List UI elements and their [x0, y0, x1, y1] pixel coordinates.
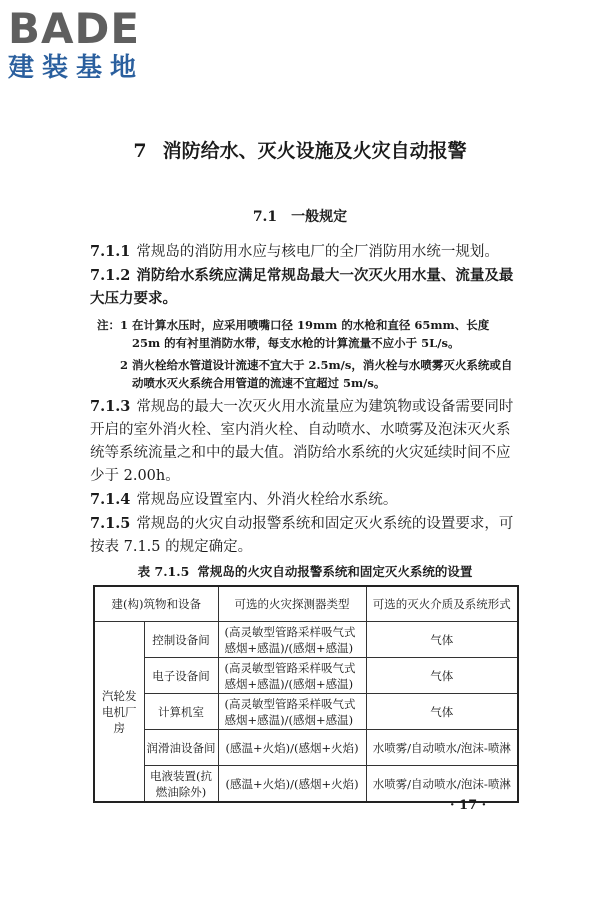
header-cell: 可选的火灾探测器类型	[218, 586, 366, 622]
logo-subtitle: 建装基地	[8, 53, 145, 83]
header-cell: 建(构)筑物和设备	[94, 586, 218, 622]
table-row	[94, 730, 518, 766]
clause-text: 常规岛应设置室内、外消火栓给水系统。	[136, 492, 398, 508]
medium-cell: 气体	[366, 694, 518, 730]
clause-number: 7.1.4	[90, 491, 131, 508]
note-label: 2	[119, 358, 128, 372]
clause-7-1-1	[90, 240, 520, 264]
chapter-title	[0, 136, 600, 163]
detector-cell: (感温+火焰)/(感烟+火焰)	[218, 730, 366, 766]
table-row	[94, 694, 518, 730]
table-row	[94, 658, 518, 694]
table-row	[94, 766, 518, 803]
equipment-cell: 电液装置(抗燃油除外)	[144, 766, 218, 803]
medium-cell: 水喷雾/自动喷水/泡沫-喷淋	[366, 730, 518, 766]
clause-7-1-3	[90, 395, 520, 488]
note-label: 注：1	[96, 318, 128, 332]
medium-cell: 水喷雾/自动喷水/泡沫-喷淋	[366, 766, 518, 803]
chapter-title-text: 消防给水、灭火设施及火灾自动报警	[162, 140, 467, 162]
equipment-cell: 电子设备间	[144, 658, 218, 694]
table-caption	[90, 562, 520, 580]
section-title-text: 一般规定	[291, 209, 348, 225]
detector-cell: (高灵敏型管路采样吸气式感烟+感温)/(感烟+感温)	[218, 694, 366, 730]
chapter-number: 7	[133, 140, 147, 162]
section-title	[0, 206, 600, 226]
table-header-row	[94, 586, 518, 622]
table-row	[94, 622, 518, 658]
clause-number: 7.1.3	[90, 398, 131, 415]
clause-number: 7.1.2	[90, 267, 131, 284]
clause-text: 常规岛的火灾自动报警系统和固定灭火系统的设置要求，可按表 7.1.5 的规定确定。	[90, 516, 514, 555]
table-number: 表 7.1.5	[137, 564, 190, 579]
page-number: · 17 ·	[450, 798, 487, 813]
fire-protection-table	[93, 585, 519, 803]
equipment-cell: 润滑油设备间	[144, 730, 218, 766]
table-title: 常规岛的火灾自动报警系统和固定灭火系统的设置	[197, 564, 473, 579]
note-1	[90, 316, 520, 352]
note-text: 在计算水压时，应采用喷嘴口径 19mm 的水枪和直径 65mm、长度 25m 的有衬里消防水带，每支水枪的计算流量不应小于 5L/s。	[132, 318, 490, 350]
detector-cell: (感温+火焰)/(感烟+火焰)	[218, 766, 366, 803]
clause-7-1-2	[90, 264, 520, 310]
medium-cell: 气体	[366, 622, 518, 658]
group-cell: 汽轮发电机厂房	[94, 622, 144, 803]
note-2	[90, 356, 520, 392]
clause-7-1-5	[90, 512, 520, 559]
section-number: 7.1	[252, 209, 278, 225]
equipment-cell: 计算机室	[144, 694, 218, 730]
clause-number: 7.1.1	[90, 243, 131, 260]
detector-cell: (高灵敏型管路采样吸气式感烟+感温)/(感烟+感温)	[218, 622, 366, 658]
header-cell: 可选的灭火介质及系统形式	[366, 586, 518, 622]
note-text: 消火栓给水管道设计流速不宜大于 2.5m/s，消火栓与水喷雾灭火系统或自动喷水灭火系统合用管道的流速不宜超过 5m/s。	[132, 358, 513, 390]
detector-cell: (高灵敏型管路采样吸气式感烟+感温)/(感烟+感温)	[218, 658, 366, 694]
clause-number: 7.1.5	[90, 515, 131, 532]
clause-text: 消防给水系统应满足常规岛最大一次灭火用水量、流量及最大压力要求。	[90, 267, 514, 307]
clause-text: 常规岛的最大一次灭火用水流量应为建筑物或设备需要同时开启的室外消火栓、室内消火栓、自动喷水、水喷雾及泡沫灭火系统等系统流量之和中的最大值。消防给水系统的火灾延续时间不应少于 2.00h。	[90, 399, 514, 484]
equipment-cell: 控制设备间	[144, 622, 218, 658]
clause-text: 常规岛的消防用水应与核电厂的全厂消防用水统一规划。	[136, 244, 499, 260]
logo-wordmark: BADE	[8, 4, 141, 53]
publisher-logo	[8, 6, 144, 84]
medium-cell: 气体	[366, 658, 518, 694]
clause-7-1-4	[90, 488, 520, 512]
page-body	[90, 240, 520, 803]
